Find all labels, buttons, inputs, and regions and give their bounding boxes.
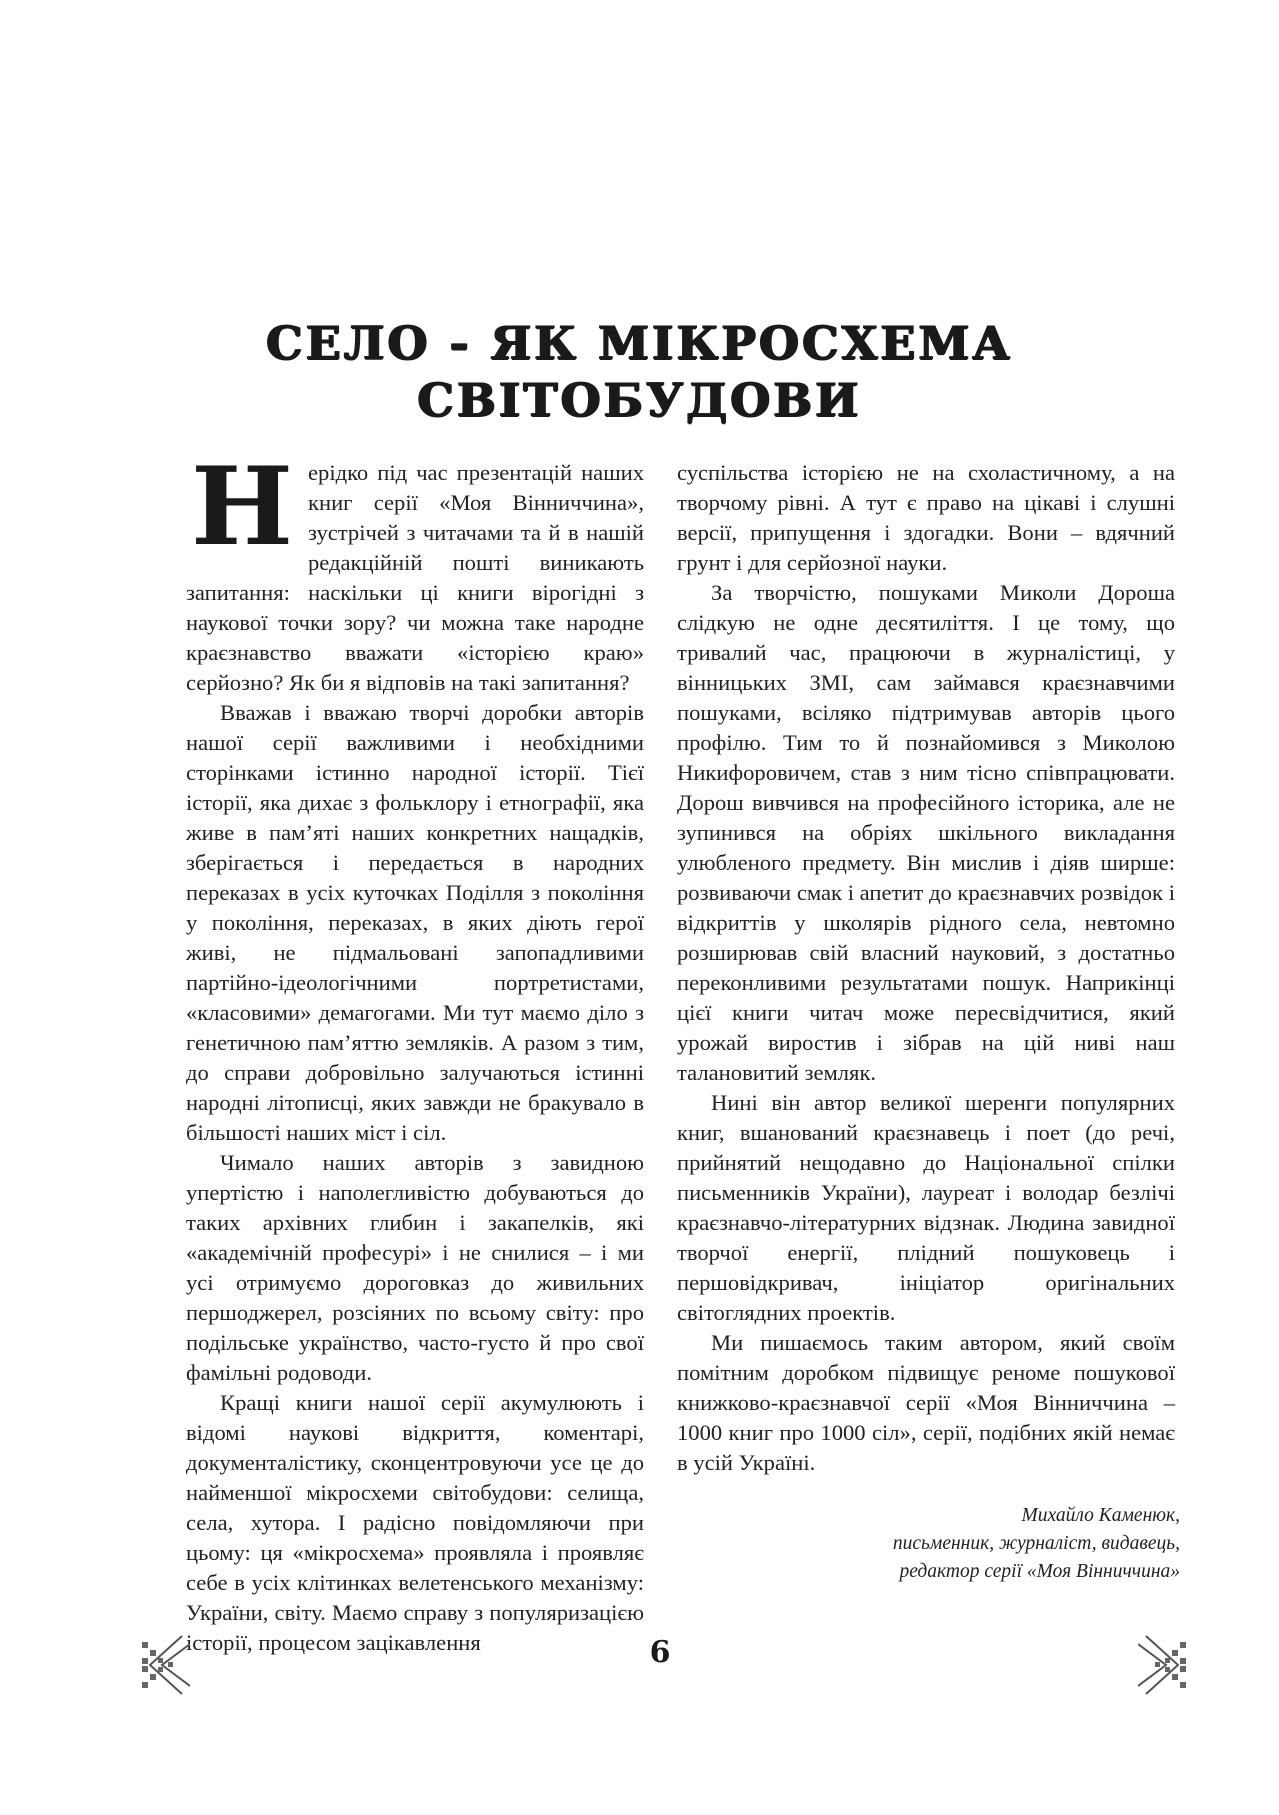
embroidery-ornament-icon <box>138 1632 190 1698</box>
right-column <box>677 458 1175 1478</box>
signature-series: редактор серії «Моя Вінниччина» <box>899 1561 1180 1582</box>
article-title-line-1: СЕЛО - ЯК МІКРОСХЕМА <box>266 316 1013 370</box>
paragraph: Ми пишаємось таким автором, який своїм помітним доробком підвищує реноме пошукової книжково-краєзнавчої серії «Моя Вінниччина – 1000 книг про 1000 сіл», серії, подібних якій немає в усій Україні. <box>677 1330 1175 1475</box>
signature-name: Михайло Каменюк, <box>1021 1505 1180 1526</box>
paragraph: Нині він автор великої шеренги популярних книг, вшанований краєзнавець і поет (до речі, прийнятий нещодавно до Національної спілки письменників України), лауреат і володар безлічі краєзнавчо-літературних відзнак. Людина завидної творчої енергії, плідний пошуковець і першовідкривач, ініціатор оригінальних світоглядних проектів. <box>677 1090 1175 1325</box>
drop-cap-glyph: Н <box>190 460 294 550</box>
paragraph: ерідко під час презентацій наших книг серії «Моя Вінниччина», зустрічей з читачами та й в нашій редакційній пошті виникають запитання: наскільки ці книги вірогідні з наукової точки зору? чи можна таке народне краєзнавство вважати «історією краю» серйозно? Як би я відповів на такі запитання? <box>186 460 644 695</box>
author-signature <box>800 1502 1180 1586</box>
embroidery-ornament-icon <box>1138 1632 1190 1698</box>
article-title-line-2: СВІТОБУДОВИ <box>417 373 862 427</box>
paragraph: Вважав і вважаю творчі доробки авторів нашої серії важливими і необхідними сторінками істинно народної історії. Тієї історії, яка дихає з фольклору і етнографії, яка живе в пам’яті наших конкретних нащадків, зберігається і передається в народних переказах в усіх куточках Поділля з покоління у покоління, переказах, в яких діють герої живі, не підмальовані запопадливими партійно-ідеологічними портретистами, «класовими» демагогами. Ми тут маємо діло з генетичною пам’яттю земляків. А разом з тим, до справи добровільно залучаються істинні народні літописці, яких завжди не бракувало в більшості наших міст і сіл. <box>186 700 644 1145</box>
drop-cap-letter <box>186 460 298 550</box>
paragraph: суспільства історією не на схоластичному, а на творчому рівні. А тут є право на цікаві і слушні версії, припущення і здогадки. Вони – вдячний грунт і для серйозної науки. <box>677 460 1175 575</box>
left-column <box>186 458 644 1658</box>
signature-role: письменник, журналіст, видавець, <box>892 1533 1180 1554</box>
page-number: 6 <box>649 1635 671 1670</box>
paragraph: Чимало наших авторів з завидною упертістю і наполегливістю добуваються до таких архівних глибин і закапелків, які «академічній професурі» і не снилися – і ми усі отримуємо дороговказ до живильних першоджерел, розсіяних по всьому світу: про подільське українство, часто-густо й про свої фамільні родоводи. <box>186 1150 644 1385</box>
paragraph: За творчістю, пошуками Миколи Дороша слідкую не одне десятиліття. І це тому, що тривалий час, працюючи в журналістиці, у вінницьких ЗМІ, сам займався краєзнавчими пошуками, всіляко підтримував авторів цього профілю. Тим то й познайомився з Миколою Никифоровичем, став з ним тісно співпрацювати. Дорош вивчився на професійного історика, але не зупинився на обріях шкільного викладання улюбленого предмету. Він мислив і діяв ширше: розвиваючи смак і апетит до краєзнавчих розвідок і відкриттів у школярів рідного села, невтомно розширював свій власний науковий, з достатньо переконливими результатами пошук. Наприкінці цієї книги читач може пересвідчитися, який урожай виростив і зібрав на цій ниві наш талановитий земляк. <box>677 580 1175 1085</box>
paragraph: Кращі книги нашої серії акумулюють і відомі наукові відкриття, коментарі, документалістику, сконцентровуючи усе це до найменшої мікросхеми світобудови: селища, села, хутора. І радісно повідомляючи при цьому: ця «мікросхема» проявляла і проявляє себе в усіх клітинках велетенського механізму: України, світу. Маємо справу з популяризацією історії, процесом зацікавлення <box>186 1390 644 1655</box>
